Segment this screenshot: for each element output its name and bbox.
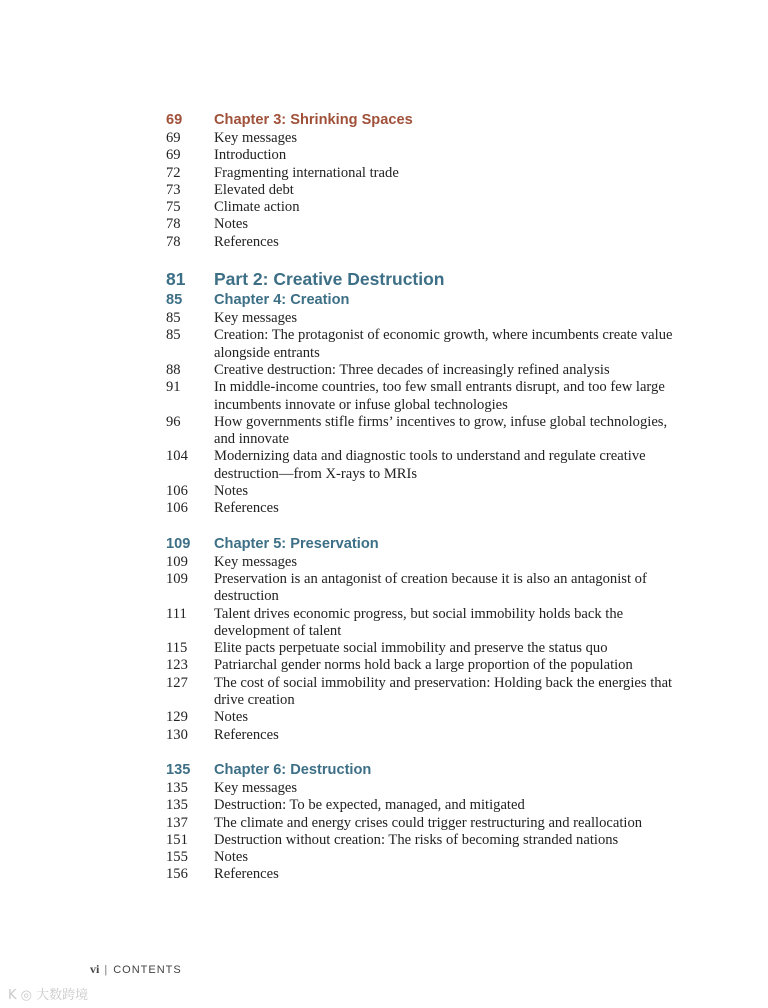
toc-entry[interactable] [166, 147, 686, 164]
entry-page-number: 137 [166, 814, 188, 831]
entry-page-number: 155 [166, 849, 188, 866]
entry-title: Destruction without creation: The risks of becoming stranded nations [214, 831, 619, 848]
toc-entry[interactable] [166, 414, 686, 449]
chapter-heading[interactable] [166, 534, 686, 554]
entry-page-number: 73 [166, 181, 181, 198]
entry-page-number: 85 [166, 327, 181, 344]
heading-title: Chapter 5: Preservation [214, 535, 379, 552]
toc-entry[interactable] [166, 216, 686, 233]
heading-title: Chapter 4: Creation [214, 292, 350, 309]
entry-page-number: 69 [166, 130, 181, 146]
toc-entry[interactable] [166, 483, 686, 500]
entry-page-number: 109 [166, 570, 188, 587]
entry-title: References [214, 726, 279, 743]
heading-page-number: 109 [166, 535, 191, 552]
entry-page-number: 151 [166, 831, 188, 848]
heading-title: Part 2: Creative Destruction [214, 269, 445, 290]
entry-page-number: 69 [166, 147, 181, 164]
toc-entry[interactable] [166, 675, 686, 710]
heading-page-number: 81 [166, 269, 186, 290]
entry-page-number: 78 [166, 216, 181, 233]
toc-entry[interactable] [166, 362, 686, 379]
toc-entry[interactable] [166, 815, 686, 832]
toc-entry[interactable] [166, 709, 686, 726]
chapter-heading[interactable] [166, 290, 686, 310]
toc-entry[interactable] [166, 657, 686, 674]
heading-title: Chapter 6: Destruction [214, 761, 372, 778]
chapter-section [166, 760, 686, 884]
entry-title: Elevated debt [214, 181, 294, 198]
heading-page-number: 135 [166, 761, 191, 778]
chapter-section [166, 110, 686, 251]
toc-entry[interactable] [166, 727, 686, 744]
entry-page-number: 127 [166, 674, 188, 691]
entry-page-number: 111 [166, 605, 187, 622]
entry-page-number: 78 [166, 233, 181, 250]
entry-title: Notes [214, 709, 249, 726]
watermark-logo: K ◎ 大数跨境 [8, 988, 89, 1003]
chapter-section [166, 290, 686, 518]
entry-title: Elite pacts perpetuate social immobility and preserve the status quo [214, 640, 608, 657]
toc-entry[interactable] [166, 571, 686, 606]
entry-title: References [214, 500, 279, 517]
toc-entry[interactable] [166, 554, 686, 571]
entry-page-number: 135 [166, 779, 188, 796]
table-of-contents [166, 110, 686, 884]
entry-title: Fragmenting international trade [214, 164, 399, 181]
entry-page-number: 72 [166, 164, 181, 181]
footer-label: CONTENTS [113, 964, 182, 976]
entry-page-number: 156 [166, 866, 188, 883]
entry-page-number: 129 [166, 709, 188, 726]
entry-title: Modernizing data and diagnostic tools to understand and regulate creative destruction—from X-rays to MRIs [214, 448, 646, 482]
entry-title: Notes [214, 849, 249, 866]
chapter-section [166, 534, 686, 744]
entry-title: In middle-income countries, too few small entrants disrupt, and too few large incumbents innovate or infuse global technologies [214, 379, 665, 413]
toc-entry[interactable] [166, 797, 686, 814]
entry-title: The cost of social immobility and preservation: Holding back the energies that drive creation [214, 674, 673, 709]
entry-page-number: 85 [166, 310, 181, 327]
toc-entry[interactable] [166, 234, 686, 251]
toc-entry[interactable] [166, 310, 686, 327]
entry-page-number: 109 [166, 553, 188, 570]
entry-page-number: 130 [166, 726, 188, 743]
chapter-heading[interactable] [166, 110, 686, 130]
entry-title: Key messages [214, 553, 298, 570]
entry-page-number: 115 [166, 640, 188, 657]
entry-title: Preservation is an antagonist of creation because it is also an antagonist of destruction [214, 570, 647, 605]
toc-entry[interactable] [166, 182, 686, 199]
toc-entry[interactable] [166, 130, 686, 147]
toc-entry[interactable] [166, 199, 686, 216]
toc-entry[interactable] [166, 327, 686, 362]
entry-title: Notes [214, 483, 249, 500]
toc-entry[interactable] [166, 606, 686, 641]
toc-entry[interactable] [166, 379, 686, 414]
toc-entry[interactable] [166, 832, 686, 849]
entry-title: Patriarchal gender norms hold back a large proportion of the population [214, 657, 633, 674]
entry-page-number: 104 [166, 448, 188, 465]
entry-title: Key messages [214, 310, 298, 327]
entry-title: Introduction [214, 147, 287, 164]
entry-title: Destruction: To be expected, managed, and mitigated [214, 797, 525, 814]
entry-page-number: 88 [166, 361, 181, 378]
entry-title: Key messages [214, 130, 298, 146]
entry-title: Key messages [214, 779, 298, 796]
entry-title: References [214, 233, 279, 250]
toc-entry[interactable] [166, 448, 686, 483]
entry-title: References [214, 866, 279, 883]
toc-entry[interactable] [166, 780, 686, 797]
entry-page-number: 106 [166, 483, 188, 500]
entry-title: Talent drives economic progress, but social immobility holds back the development of talent [214, 605, 624, 639]
heading-page-number: 85 [166, 292, 183, 309]
entry-title: Creative destruction: Three decades of increasingly refined analysis [214, 361, 610, 378]
page-footer [90, 962, 182, 977]
entry-title: Creation: The protagonist of economic growth, where incumbents create value alongside entrants [214, 327, 673, 361]
footer-separator: | [104, 964, 109, 976]
entry-page-number: 135 [166, 797, 188, 814]
entry-title: How governments stifle firms’ incentives to grow, infuse global technologies, and innovate [214, 413, 668, 448]
toc-entry[interactable] [166, 500, 686, 517]
chapter-heading[interactable] [166, 760, 686, 780]
entry-title: Climate action [214, 199, 300, 216]
entry-page-number: 96 [166, 413, 181, 430]
entry-title: The climate and energy crises could trigger restructuring and reallocation [214, 814, 643, 831]
part-section [166, 268, 686, 290]
page-folio: vi [90, 962, 100, 976]
toc-entry[interactable] [166, 165, 686, 182]
toc-entry[interactable] [166, 866, 686, 883]
entry-page-number: 106 [166, 500, 188, 517]
entry-title: Notes [214, 216, 249, 233]
part-heading[interactable] [166, 268, 686, 290]
toc-entry[interactable] [166, 640, 686, 657]
entry-page-number: 75 [166, 199, 181, 216]
toc-entry[interactable] [166, 849, 686, 866]
entry-page-number: 91 [166, 379, 181, 396]
heading-title: Chapter 3: Shrinking Spaces [214, 112, 413, 128]
heading-page-number: 69 [166, 112, 183, 128]
entry-page-number: 123 [166, 657, 188, 674]
